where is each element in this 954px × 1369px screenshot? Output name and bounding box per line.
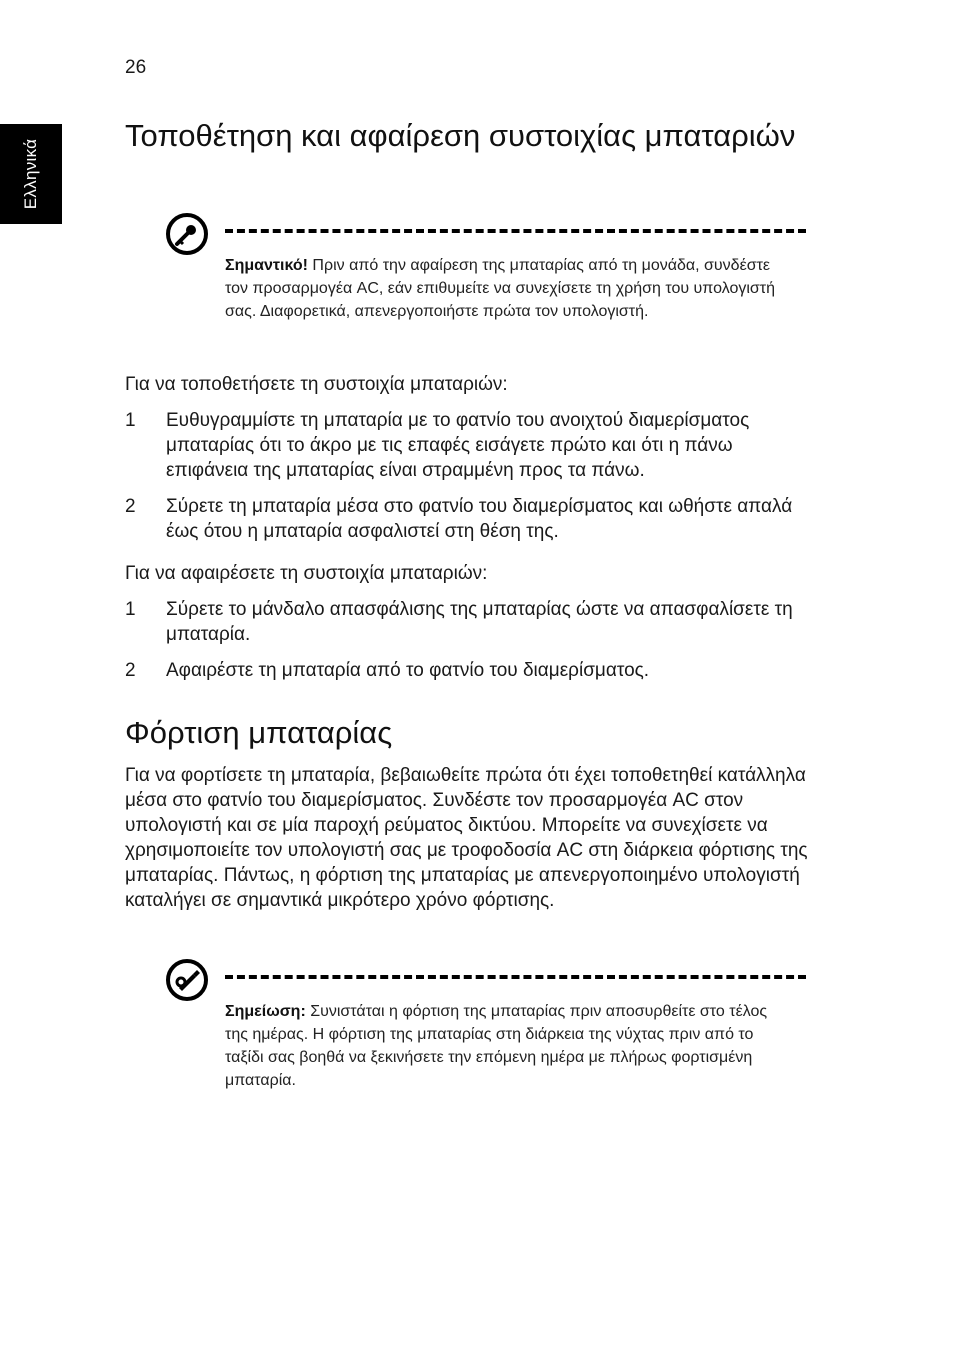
callout-divider (225, 975, 806, 979)
note-body: Συνιστάται η φόρτιση της μπαταρίας πριν αποσυρθείτε στο τέλος της ημέρας. Η φόρτιση της μπαταρίας στη διάρκεια της νύχτας πριν από το ταξίδι σας βοηθά να ξεκινήσετε την επόμενη ημέρα με πλήρως φορτισμένη μπαταρία. (225, 1003, 768, 1089)
important-body: Πριν από την αφαίρεση της μπαταρίας από τη μονάδα, συνδέστε τον προσαρμογέα AC, εάν επιθυμείτε να συνεχίσετε τη χρήση του υπολογιστή σας. Διαφορετικά, απενεργοποιήστε πρώτα τον υπολογιστή. (225, 257, 776, 320)
page-number: 26 (125, 57, 147, 78)
important-label: Σημαντικό! (225, 257, 308, 274)
list-item (125, 597, 815, 647)
step-text: Ευθυγραμμίστε τη μπαταρία με το φατνίο του ανοιχτού διαμερίσματος μπαταρίας ότι το άκρο με τις επαφές εισάγετε πρώτο και ότι η πάνω επιφάνεια της μπαταρίας είναι στραμμένη προς τα πάνω. (166, 410, 750, 481)
note-text (225, 1000, 785, 1092)
note-pen-icon (165, 958, 209, 1002)
step-text: Σύρετε το μάνδαλο απασφάλισης της μπαταρίας ώστε να απασφαλίσετε τη μπαταρία. (166, 599, 793, 645)
section-title-battery-install: Τοποθέτηση και αφαίρεση συστοιχίας μπαταριών (125, 118, 796, 153)
important-key-icon (165, 212, 209, 256)
important-text (225, 254, 785, 323)
callout-divider (225, 229, 806, 233)
language-side-tab (0, 124, 62, 224)
install-steps-list (125, 408, 815, 555)
section-title-battery-charge: Φόρτιση μπαταρίας (125, 715, 393, 750)
install-intro: Για να τοποθετήσετε τη συστοιχία μπαταριών: (125, 374, 508, 395)
list-item (125, 494, 815, 544)
remove-intro: Για να αφαιρέσετε τη συστοιχία μπαταριών: (125, 563, 488, 584)
list-item (125, 658, 815, 683)
step-number: 2 (125, 660, 136, 681)
step-number: 1 (125, 599, 136, 620)
list-item (125, 408, 815, 483)
charge-body-text: Για να φορτίσετε τη μπαταρία, βεβαιωθείτε πρώτα ότι έχει τοποθετηθεί κατάλληλα μέσα στο φατνίο του διαμερίσματος. Συνδέστε τον προσαρμογέα AC στον υπολογιστή και σε μία παροχή ρεύματος δικτύου. Μπορείτε να συνεχίσετε να χρησιμοποιείτε τον υπολογιστή σας με τροφοδοσία AC στη διάρκεια φόρτισης της μπαταρίας. Πάντως, η φόρτιση της μπαταρίας με απενεργοποιημένο υπολογιστή καταλήγει σε σημαντικά μικρότερο χρόνο φόρτισης. (125, 765, 808, 911)
remove-steps-list (125, 597, 815, 694)
step-text: Αφαιρέστε τη μπαταρία από το φατνίο του διαμερίσματος. (166, 660, 650, 681)
note-label: Σημείωση: (225, 1003, 306, 1020)
language-tab-label: Ελληνικά (21, 138, 40, 210)
step-text: Σύρετε τη μπαταρία μέσα στο φατνίο του διαμερίσματος και ωθήστε απαλά έως ότου η μπαταρία ασφαλιστεί στη θέση της. (166, 496, 793, 542)
step-number: 1 (125, 410, 136, 431)
step-number: 2 (125, 496, 136, 517)
